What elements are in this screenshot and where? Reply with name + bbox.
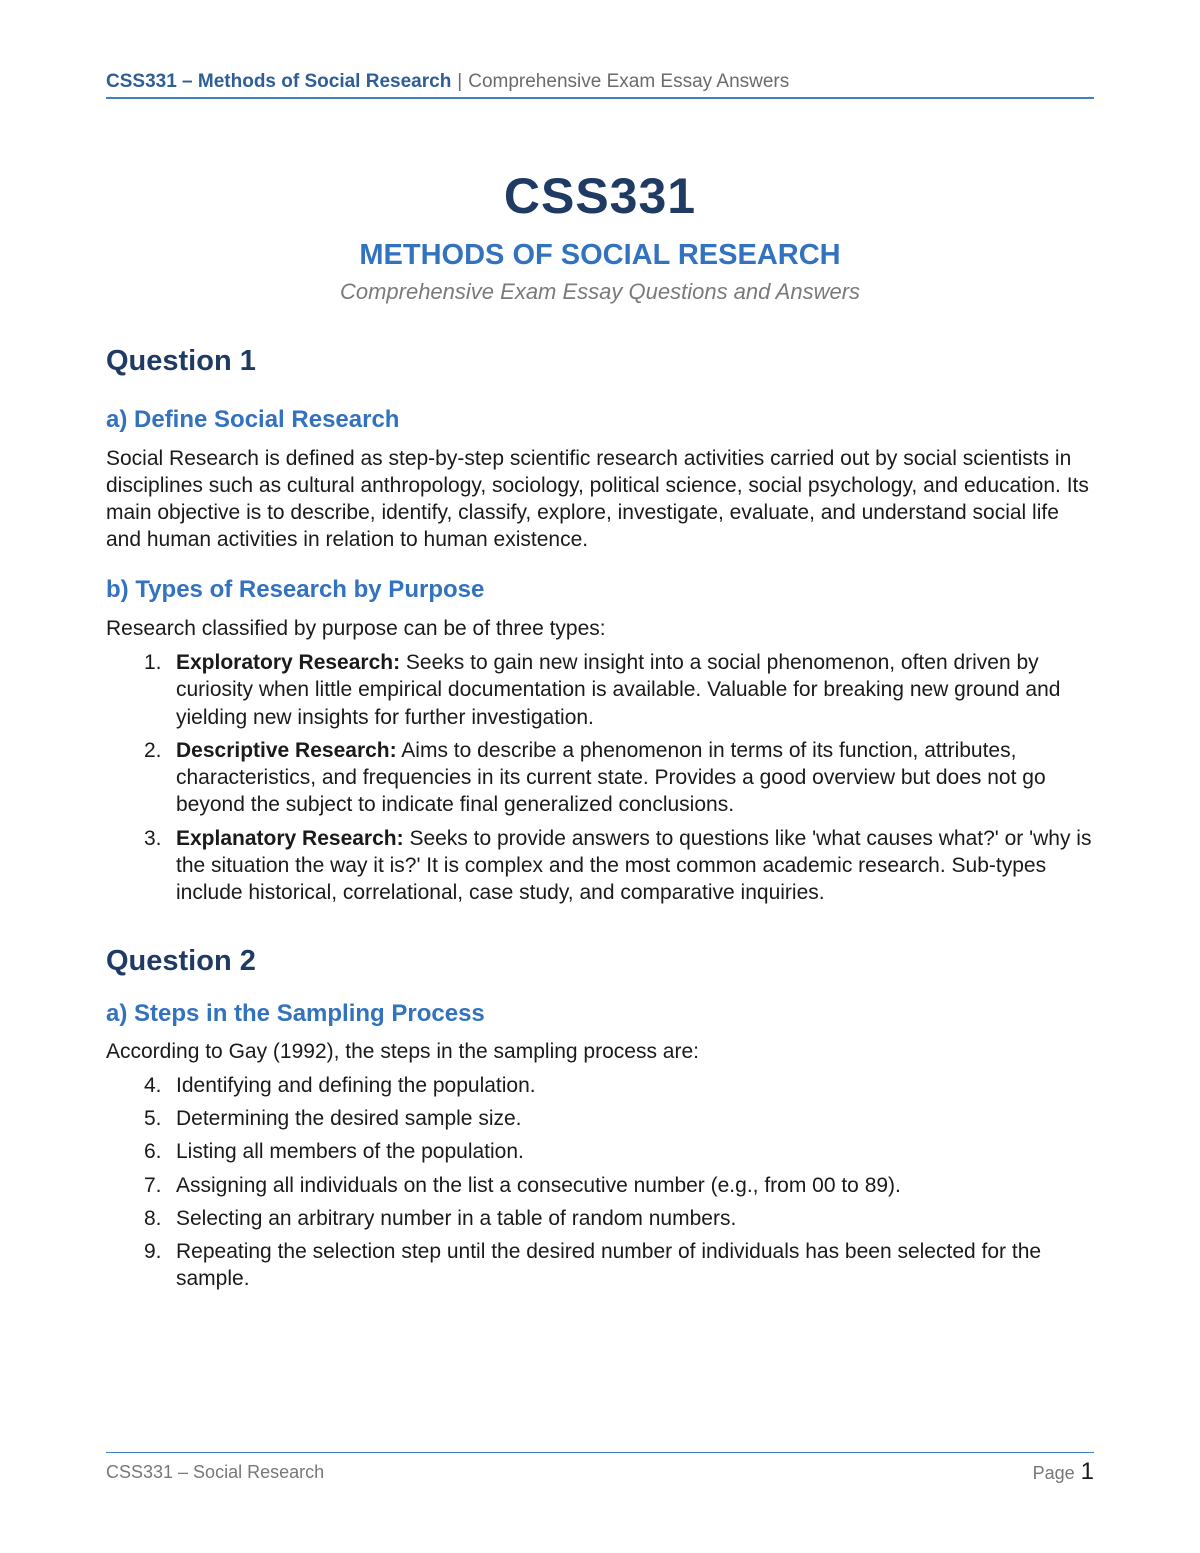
- list-text: Seeks to gain new insight into a social phenomenon, often driven by curiosity when little empirical documentation is available. Valuable for breaking new ground and yielding new insights for further investigation.: [176, 651, 1061, 729]
- footer-page: [1033, 1458, 1094, 1486]
- list-text: Aims to describe a phenomenon in terms of its function, attributes, characteristics, and frequencies in its current state. Provides a good overview but does not go beyond the subject to indicate final generalized conclusions.: [176, 738, 1046, 817]
- list-number: 6.: [144, 1140, 162, 1164]
- list-term: Explanatory Research:: [176, 826, 404, 850]
- list-number: 3.: [144, 826, 162, 850]
- sampling-steps-list: [106, 1072, 1094, 1293]
- list-number: 8.: [144, 1206, 162, 1230]
- q2a-intro: According to Gay (1992), the steps in the sampling process are:: [106, 1039, 699, 1063]
- list-item: [106, 825, 1094, 907]
- page-label: Page: [1032, 1463, 1075, 1483]
- q1a-heading: a) Define Social Research: [106, 406, 400, 433]
- page-number: 1: [1080, 1458, 1094, 1485]
- list-text: Determining the desired sample size.: [176, 1106, 522, 1130]
- title-block: [106, 168, 1094, 306]
- document-subtitle: METHODS OF SOCIAL RESEARCH: [359, 239, 841, 271]
- list-number: 7.: [144, 1173, 162, 1197]
- header-rule: [106, 97, 1094, 99]
- list-term: Descriptive Research:: [176, 738, 397, 762]
- q1a-paragraph: Social Research is defined as step-by-step scientific research activities carried out by social scientists in disciplines such as cultural anthropology, sociology, political science, social psychology, and education. Its main objective is to describe, identify, classify, explore, investigate, evaluate, and understand social life and human activities in relation to human existence.: [106, 447, 1089, 551]
- document-tagline: Comprehensive Exam Essay Questions and Answers: [339, 279, 861, 304]
- list-text: Selecting an arbitrary number in a table of random numbers.: [176, 1206, 737, 1230]
- list-number: 4.: [144, 1073, 162, 1097]
- list-item: [106, 1205, 1094, 1232]
- list-text: Identifying and defining the population.: [176, 1073, 536, 1097]
- document-title: CSS331: [503, 168, 697, 224]
- q1b-heading: b) Types of Research by Purpose: [106, 576, 485, 603]
- header-separator: |: [457, 71, 463, 92]
- document-body: [106, 343, 1094, 1293]
- list-item: [106, 649, 1094, 731]
- footer-rule: [106, 1452, 1094, 1453]
- list-item: [106, 1072, 1094, 1099]
- list-item: [106, 1138, 1094, 1165]
- header-subtitle: Comprehensive Exam Essay Answers: [468, 71, 790, 92]
- q1b-intro: Research classified by purpose can be of three types:: [106, 617, 606, 640]
- list-text: Assigning all individuals on the list a consecutive number (e.g., from 00 to 89).: [176, 1173, 901, 1197]
- list-item: [106, 737, 1094, 819]
- running-header: [106, 70, 1094, 94]
- list-term: Exploratory Research:: [176, 651, 401, 674]
- list-text: Listing all members of the population.: [176, 1140, 524, 1164]
- question-1-heading: Question 1: [106, 345, 256, 377]
- list-text: Repeating the selection step until the desired number of individuals has been selected for the sample.: [176, 1240, 1042, 1291]
- question-2-heading: Question 2: [106, 944, 256, 977]
- list-number: 1.: [144, 651, 162, 674]
- list-number: 5.: [144, 1106, 162, 1130]
- list-number: 9.: [144, 1240, 162, 1264]
- research-types-list: [106, 649, 1094, 907]
- list-number: 2.: [144, 738, 162, 762]
- list-item: [106, 1238, 1094, 1293]
- footer-course: CSS331 – Social Research: [106, 1462, 325, 1482]
- list-item: [106, 1172, 1094, 1199]
- list-text: Seeks to provide answers to questions like 'what causes what?' or 'why is the situation the way it is?' It is complex and the most common academic research. Sub-types include historical, correlational, case study, and comparative inquiries.: [176, 826, 1092, 905]
- q2a-heading: a) Steps in the Sampling Process: [106, 999, 485, 1027]
- header-course: CSS331 – Methods of Social Research: [106, 71, 452, 92]
- list-item: [106, 1105, 1094, 1132]
